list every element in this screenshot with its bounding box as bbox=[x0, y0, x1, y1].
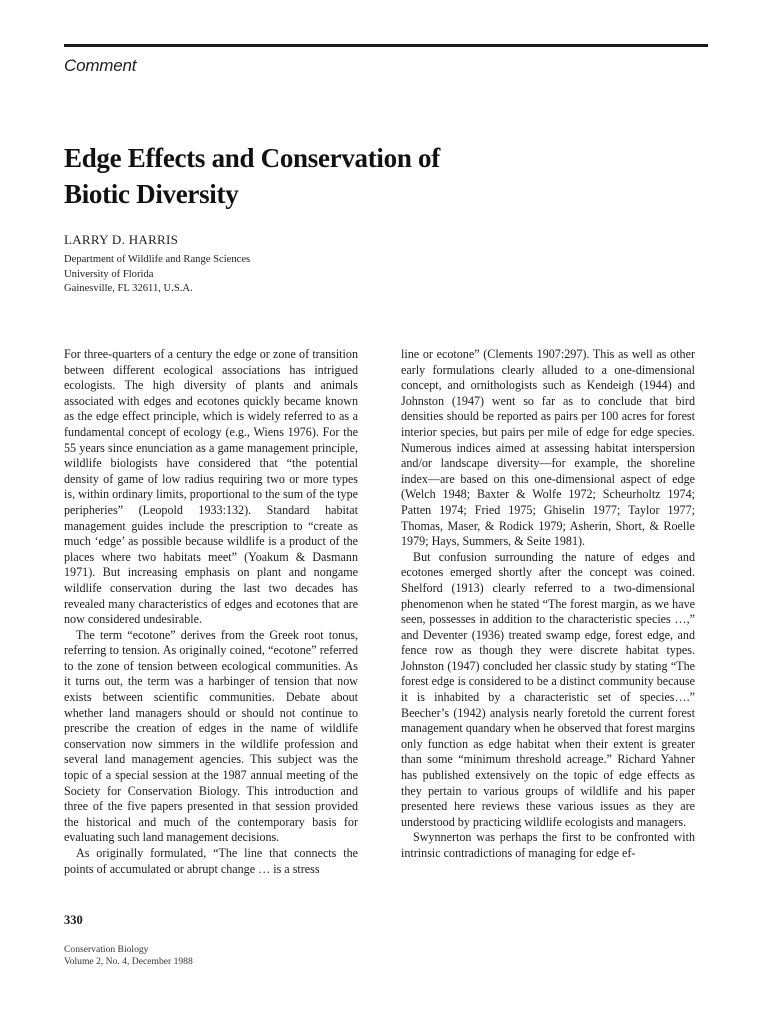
title-line: Biotic Diversity bbox=[64, 179, 239, 209]
affiliation-department: Department of Wildlife and Range Sciences bbox=[64, 254, 251, 265]
body-paragraph: For three-quarters of a century the edge or zone of transition between different ecological associations has intrigued ecologists. The high diversity of plants and animals associated with edges and ecotones quickly became known as the edge effect principle, which is widely referred to as a fundamental concept of ecology (e.g., Wiens 1976). For the 55 years since enunciation as a game management principle, wildlife biologists have considered that “the potential density of game of low radius requiring two or more types is, within ordinary limits, proportional to the sum of the type peripheries” (Leopold 1933:132). Standard habitat management guides include the prescription to “create as much ‘edge’ as possible because wildlife is a product of the places where two habitats meet” (Yoakum & Dasmann 1971). But increasing emphasis on plant and nongame wildlife conservation during the last two decades has revealed many characteristics of edges and ecotones that are now considered undesirable. bbox=[64, 347, 358, 627]
body-paragraph: Swynnerton was perhaps the first to be confronted with intrinsic contradictions of managing for edge ef- bbox=[401, 830, 695, 860]
body-paragraph: As originally formulated, “The line that connects the points of accumulated or abrupt change … is a stress bbox=[64, 846, 358, 876]
body-column-right bbox=[401, 347, 695, 862]
author-name: LARRY D. HARRIS bbox=[64, 232, 179, 247]
section-label: Comment bbox=[64, 56, 137, 75]
author-affiliation bbox=[64, 253, 250, 297]
body-paragraph: line or ecotone” (Clements 1907:297). This as well as other early formulations clearly alluded to a one-dimensional concept, and ornithologists such as Kendeigh (1944) and Johnston (1947) went so far as to conclude that bird densities should be reported as pairs per 100 acres for forest interior species, but pairs per mile of edge for edge species. Numerous indices aimed at assessing habitat interspersion and/or landscape diversity—for example, the shoreline index—are based on this one-dimensional aspect of edge (Welch 1948; Baxter & Wolfe 1972; Scheurholtz 1974; Patten 1974; Fried 1975; Ghiselin 1977; Taylor 1977; Thomas, Maser, & Rodick 1979; Asherin, Short, & Roelle 1979; Hays, Summers, & Seite 1981). bbox=[401, 347, 695, 549]
article-title bbox=[64, 140, 704, 212]
journal-volume: Volume 2, No. 4, December 1988 bbox=[64, 956, 193, 967]
affiliation-university: University of Florida bbox=[64, 268, 154, 280]
body-paragraph: But confusion surrounding the nature of edges and ecotones emerged shortly after the concept was coined. Shelford (1913) clearly referred to a two-dimensional phenomenon when he stated “The forest margin, as we have seen, possesses in addition to the characteristic species …,” and Deventer (1936) treated swamp edge, forest edge, and fence row as though they were discrete habitat types. Johnston (1947) concluded her classic study by stating “The forest edge is considered to be a distinct community because it is inhabited by a characteristic set of species….” Beecher’s (1942) analysis nearly foretold the current forest management quandary when he observed that forest margins only function as edge habitat when their extent is greater than some “minimum threshold acreage.” Richard Yahner has published extensively on the topic of edge effects as they pertain to various groups of wildlife and his paper presented here reviews these various issues as they are understood by practicing wildlife ecologists and managers. bbox=[401, 549, 695, 829]
journal-name: Conservation Biology bbox=[64, 944, 149, 955]
affiliation-address: Gainesville, FL 32611, U.S.A. bbox=[64, 283, 193, 295]
body-column-left bbox=[64, 347, 358, 877]
header-rule bbox=[64, 44, 708, 47]
body-paragraph: The term “ecotone” derives from the Greek root tonus, referring to tension. As originally coined, “ecotone” referred to the zone of tension between ecological communities. As it turns out, the term was a harbinger of tension that now exists between scientific communities. Debate about whether land managers should or should not continue to prescribe the creation of edges in the name of wildlife conservation now simmers in the wildlife profession and several land management agencies. This subject was the topic of a special session at the 1987 annual meeting of the Society for Conservation Biology. This introduction and three of the five papers presented in that session provided the historical and much of the contemporary basis for evaluating such land management decisions. bbox=[64, 627, 358, 845]
page-number: 330 bbox=[64, 913, 83, 927]
title-line: Edge Effects and Conservation of bbox=[64, 143, 440, 173]
journal-footer bbox=[64, 944, 193, 968]
